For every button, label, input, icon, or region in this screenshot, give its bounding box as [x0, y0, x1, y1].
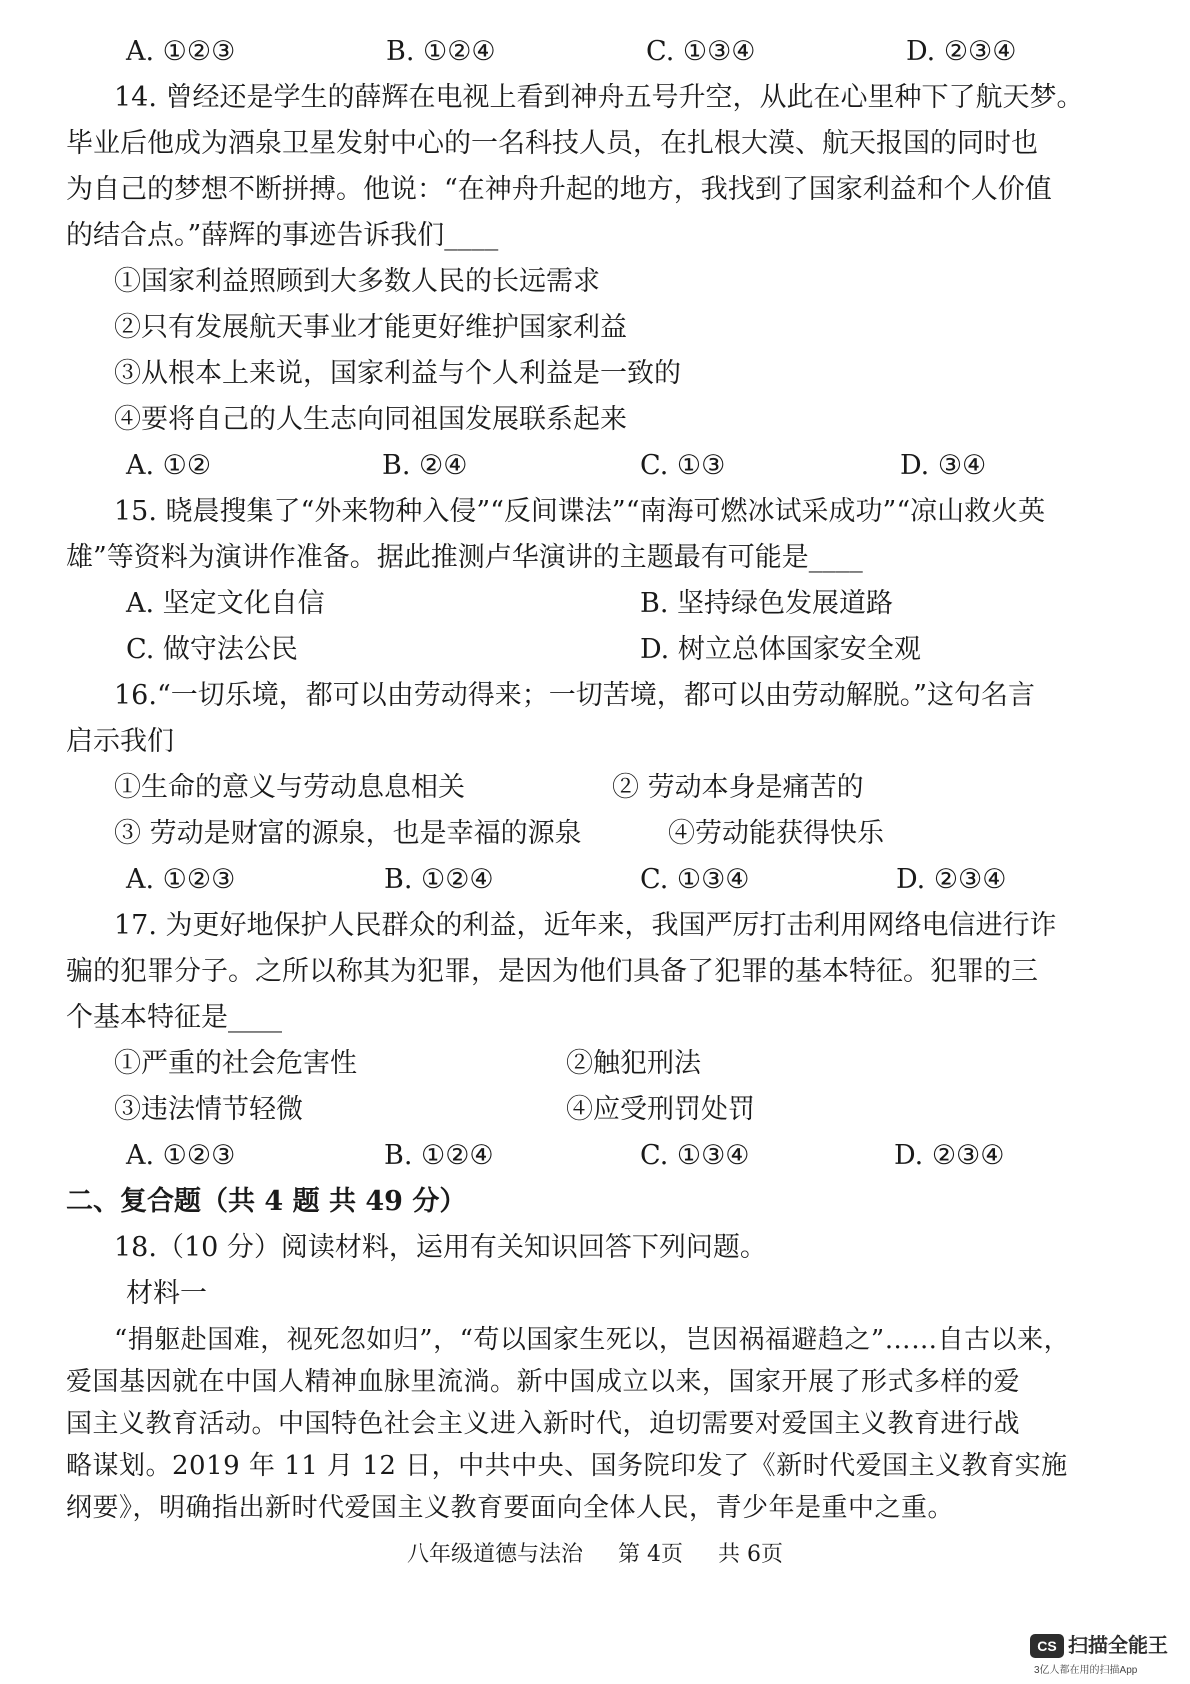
footer-total-pages: 共 6页 — [718, 1542, 783, 1567]
q15-stem-line-1: 15. 晓晨搜集了“外来物种入侵”“反间谍法”“南海可燃冰试采成功”“凉山救火英 — [114, 496, 1046, 527]
q14-stem-line-3: 为自己的梦想不断拼搏。他说：“在神舟升起的地方，我找到了国家利益和个人价值 — [66, 174, 1052, 205]
q14-item-4: ④要将自己的人生志向同祖国发展联系起来 — [114, 404, 627, 435]
q17-stem-line-2: 骗的犯罪分子。之所以称其为犯罪，是因为他们具备了犯罪的基本特征。犯罪的三 — [66, 956, 1038, 987]
q16-option-d: D. ②③④ — [896, 864, 1007, 895]
q17-option-a: A. ①②③ — [126, 1140, 236, 1171]
q17-item-2: ②触犯刑法 — [566, 1048, 701, 1079]
q18-stem: 18.（10 分）阅读材料，运用有关知识回答下列问题。 — [114, 1232, 767, 1263]
q18-material-line-5: 纲要》，明确指出新时代爱国主义教育要面向全体人民，青少年是重中之重。 — [66, 1493, 955, 1523]
q14-option-b: B. ②④ — [382, 450, 468, 481]
q16-option-a: A. ①②③ — [126, 864, 236, 895]
q13-option-b: B. ①②④ — [386, 36, 496, 67]
scanner-tagline: 3亿人都在用的扫描App — [1034, 1665, 1138, 1676]
q14-option-a: A. ①② — [126, 450, 212, 481]
q15-stem-line-2: 雄”等资料为演讲作准备。据此推测卢华演讲的主题最有可能是____ — [66, 542, 863, 573]
q17-item-4: ④应受刑罚处罚 — [566, 1094, 755, 1125]
q17-stem-line-1: 17. 为更好地保护人民群众的利益，近年来，我国严厉打击利用网络电信进行诈 — [114, 910, 1057, 941]
q18-material-line-2: 爱国基因就在中国人精神血脉里流淌。新中国成立以来，国家开展了形式多样的爱 — [66, 1367, 1021, 1397]
q15-option-d: D. 树立总体国家安全观 — [640, 634, 921, 665]
q16-item-1: ①生命的意义与劳动息息相关 — [114, 772, 465, 803]
q15-option-b: B. 坚持绿色发展道路 — [640, 588, 894, 619]
q16-item-4: ④劳动能获得快乐 — [668, 818, 884, 849]
page-footer — [0, 1540, 1190, 1570]
footer-page-number: 第 4页 — [618, 1542, 683, 1567]
q14-option-d: D. ③④ — [900, 450, 987, 481]
q14-option-c: C. ①③ — [640, 450, 726, 481]
q16-stem-line-1: 16.“一切乐境，都可以由劳动得来；一切苦境，都可以由劳动解脱。”这句名言 — [114, 680, 1036, 711]
q18-material-title: 材料一 — [126, 1278, 207, 1309]
q16-option-c: C. ①③④ — [640, 864, 750, 895]
q14-item-2: ②只有发展航天事业才能更好维护国家利益 — [114, 312, 627, 343]
q14-stem-line-4: 的结合点。”薛辉的事迹告诉我们____ — [66, 220, 499, 251]
q17-option-d: D. ②③④ — [894, 1140, 1005, 1171]
q16-option-b: B. ①②④ — [384, 864, 494, 895]
q13-option-c: C. ①③④ — [646, 36, 756, 67]
q18-material-line-3: 国主义教育活动。中国特色社会主义进入新时代，迫切需要对爱国主义教育进行战 — [66, 1409, 1021, 1439]
q16-item-2: ② 劳动本身是痛苦的 — [612, 772, 864, 803]
q14-item-1: ①国家利益照顾到大多数人民的长远需求 — [114, 266, 600, 297]
q17-option-b: B. ①②④ — [384, 1140, 494, 1171]
q17-option-c: C. ①③④ — [640, 1140, 750, 1171]
q14-stem-line-1: 14. 曾经还是学生的薛辉在电视上看到神舟五号升空，从此在心里种下了航天梦。 — [114, 82, 1084, 113]
q16-stem-line-2: 启示我们 — [66, 726, 174, 757]
footer-subject: 八年级道德与法治 — [406, 1542, 583, 1567]
q17-item-1: ①严重的社会危害性 — [114, 1048, 357, 1079]
q18-material-line-4: 略谋划。2019 年 11 月 12 日，中共中央、国务院印发了《新时代爱国主义教育实施 — [66, 1451, 1068, 1481]
q15-option-c: C. 做守法公民 — [126, 634, 298, 665]
q13-option-d: D. ②③④ — [906, 36, 1017, 67]
q16-item-3: ③ 劳动是财富的源泉，也是幸福的源泉 — [114, 818, 582, 849]
q17-stem-line-3: 个基本特征是____ — [66, 1002, 282, 1033]
q14-stem-line-2: 毕业后他成为酒泉卫星发射中心的一名科技人员，在扎根大漠、航天报国的同时也 — [66, 128, 1038, 159]
q15-option-a: A. 坚定文化自信 — [126, 588, 325, 619]
q14-item-3: ③从根本上来说，国家利益与个人利益是一致的 — [114, 358, 681, 389]
scanner-app-name: 扫描全能王 — [1068, 1635, 1168, 1657]
section-heading: 二、复合题（共 4 题 共 49 分） — [66, 1186, 467, 1217]
scanner-logo-icon: CS — [1030, 1634, 1064, 1658]
q17-item-3: ③违法情节轻微 — [114, 1094, 303, 1125]
q13-option-a: A. ①②③ — [126, 36, 236, 67]
q18-material-line-1: “捐躯赴国难，视死忽如归”，“苟以国家生死以，岂因祸福避趋之”……自古以来， — [114, 1325, 1071, 1355]
